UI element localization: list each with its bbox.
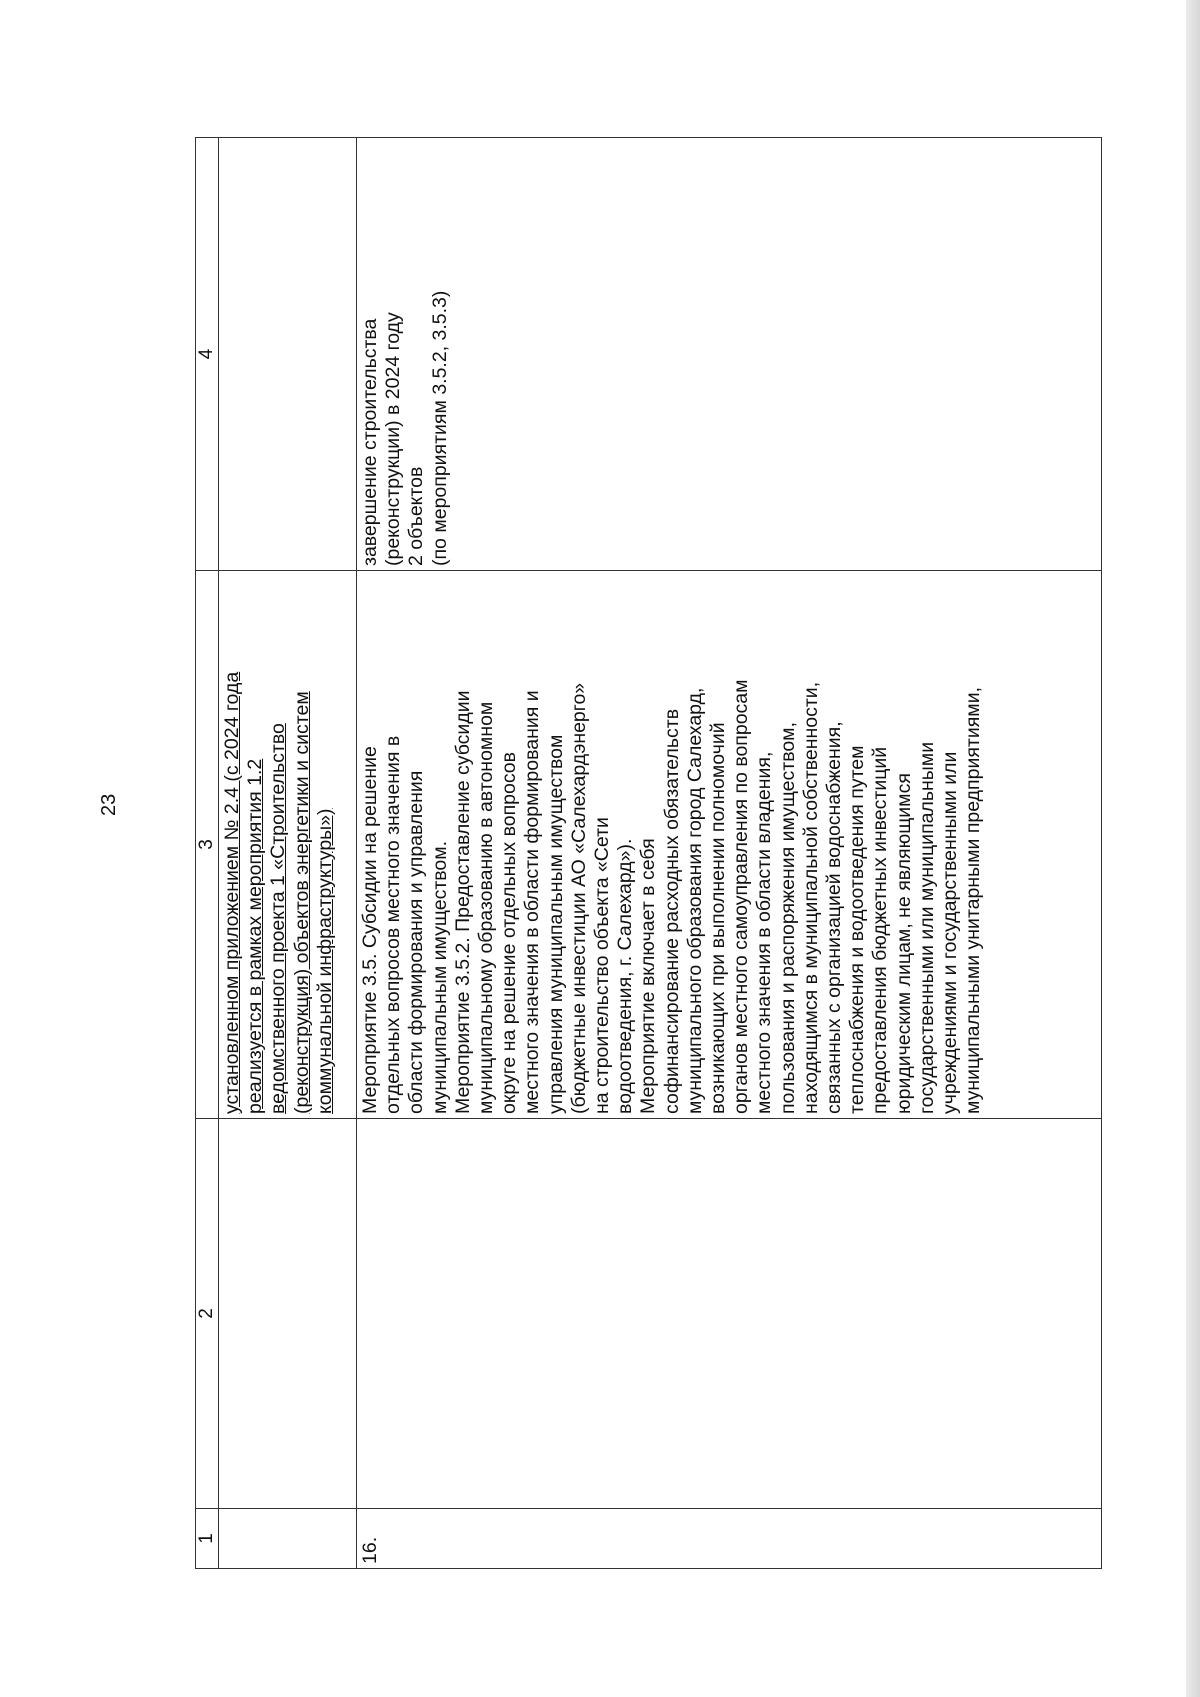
page-edge-shadow	[1186, 0, 1200, 1697]
table-row	[219, 138, 357, 1569]
result-cell: завершение строительства (реконструкции) в 2024 году 2 объектов (по мероприятиям 3.5.2, 3.5.3)	[357, 138, 1102, 571]
table-header-row	[196, 138, 219, 1569]
page-number: 23	[98, 793, 120, 816]
header-col-3: 3	[196, 571, 219, 1119]
rotated-table-sheet	[195, 138, 1102, 1569]
header-col-4: 4	[196, 138, 219, 571]
header-col-2: 2	[196, 1119, 219, 1509]
row-number-cell: 16.	[357, 1509, 1102, 1569]
table-row	[357, 138, 1102, 1569]
measures-table	[195, 137, 1102, 1569]
row-number-cell	[219, 1509, 357, 1569]
result-cell	[219, 138, 357, 571]
responsible-cell	[357, 1119, 1102, 1509]
measure-description-cell: установленном приложением № 2.4 (с 2024 года реализуется в рамках мероприятия 1.2 ведомственного проекта 1 «Строительство (реконструкция) объектов энергетики и систем коммунальной инфраструктуры»)	[219, 571, 357, 1119]
responsible-cell	[219, 1119, 357, 1509]
measure-description-cell: Мероприятие 3.5. Субсидии на решение отдельных вопросов местного значения в области формирования и управления муниципальным имуществом. Мероприятие 3.5.2. Предоставление субсидии муниципальному образованию в автономном округе на решение отдельных вопросов местного значения в области формирования и управления муниципальным имуществом (бюджетные инвестиции АО «Салехардэнерго» на строительство объекта «Сети водоотведения, г. Салехард»). Мероприятие включает в себя софинансирование расходных обязательств муниципального образования город Салехард, возникающих при выполнении полномочий органов местного самоуправления по вопросам местного значения в области владения, пользования и распоряжения имуществом, находящимся в муниципальной собственности, связанных с организацией водоснабжения, теплоснабжения и водоотведения путем предоставления бюджетных инвестиций юридическим лицам, не являющимся государственными или муниципальными учреждениями и государственными или муниципальными унитарными предприятиями,	[357, 571, 1102, 1119]
header-col-1: 1	[196, 1509, 219, 1569]
